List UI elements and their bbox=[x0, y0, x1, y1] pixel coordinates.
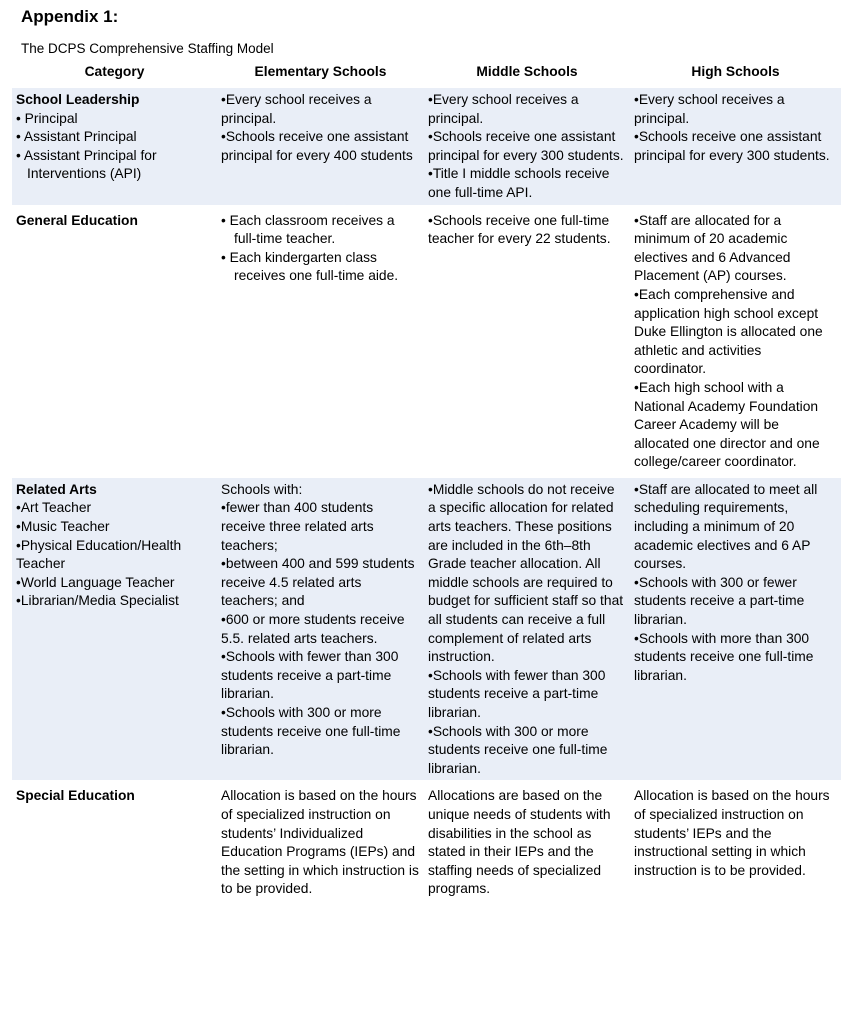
appendix-title: Appendix 1: bbox=[21, 7, 119, 26]
allocation-item: • Each kindergarten class receives one full-time aide. bbox=[221, 249, 399, 284]
allocation-item: •Schools with 300 or more students receive one full-time librarian. bbox=[221, 705, 401, 758]
table-header-row bbox=[12, 61, 841, 84]
high-cell bbox=[630, 780, 841, 901]
elementary-cell bbox=[217, 780, 424, 901]
column-header-middle: Middle Schools bbox=[476, 64, 578, 80]
elementary-cell bbox=[217, 84, 424, 205]
allocation-item: •Schools with 300 or more students receive one full-time librarian. bbox=[428, 723, 608, 776]
category-item: • Assistant Principal for Interventions (API) bbox=[16, 147, 157, 182]
allocation-item: •Each high school with a National Academy Foundation Career Academy will be allocated one director and one college/career coordinator. bbox=[634, 379, 820, 470]
middle-cell bbox=[424, 474, 630, 781]
column-header-elementary: Elementary Schools bbox=[254, 64, 387, 80]
allocation-item: •between 400 and 599 students receive 4.5 related arts teachers; and bbox=[221, 556, 415, 609]
high-cell bbox=[630, 205, 841, 474]
allocation-item: •Staff are allocated for a minimum of 20 academic electives and 6 Advanced Placement (AP) courses. bbox=[634, 212, 791, 284]
category-name: Related Arts bbox=[16, 481, 97, 497]
category-item: •Art Teacher bbox=[16, 500, 92, 516]
table-row-school-leadership bbox=[12, 84, 841, 205]
category-item: •Physical Education/Health Teacher bbox=[16, 537, 182, 572]
high-cell bbox=[630, 84, 841, 205]
middle-cell bbox=[424, 84, 630, 205]
allocation-item: •Schools receive one assistant principal for every 300 students. bbox=[634, 129, 830, 163]
category-name: Special Education bbox=[16, 788, 135, 804]
document-subtitle: The DCPS Comprehensive Staffing Model bbox=[21, 41, 274, 56]
column-header-high: High Schools bbox=[691, 64, 780, 80]
allocation-item: •Each comprehensive and application high school except Duke Ellington is allocated one athletic and activities coordinator. bbox=[634, 286, 823, 377]
allocation-item: •Staff are allocated to meet all scheduling requirements, including a minimum of 20 academic electives and 6 AP courses. bbox=[634, 481, 818, 572]
allocation-item: •Schools with fewer than 300 students receive a part-time librarian. bbox=[428, 667, 606, 720]
category-cell bbox=[12, 205, 217, 474]
table-row-general-education bbox=[12, 205, 841, 474]
allocation-item: •Title I middle schools receive one full-time API. bbox=[428, 166, 610, 200]
allocation-item: •Schools receive one assistant principal for every 400 students bbox=[221, 129, 413, 163]
allocation-item: •Every school receives a principal. bbox=[428, 92, 579, 126]
middle-cell bbox=[424, 205, 630, 474]
allocation-text: Allocation is based on the hours of specialized instruction on students’ Individualized Education Programs (IEPs) and the setting in which instruction is to be provided. bbox=[221, 788, 419, 897]
table-row-special-education bbox=[12, 780, 841, 901]
category-item: •World Language Teacher bbox=[16, 574, 175, 590]
category-item: • Assistant Principal bbox=[16, 129, 137, 145]
category-item: •Music Teacher bbox=[16, 519, 110, 535]
category-cell bbox=[12, 84, 217, 205]
document-page bbox=[16, 6, 836, 897]
allocation-item: •Every school receives a principal. bbox=[221, 92, 372, 126]
allocation-item: •Middle schools do not receive a specific allocation for related arts teachers. These positions are included in the 6th–8th Grade teacher allocation. All middle schools are required to budget for sufficient staff so that all students can receive a full complement of related arts instruction. bbox=[428, 481, 624, 665]
allocation-item: • Each classroom receives a full-time teacher. bbox=[221, 212, 395, 247]
high-cell bbox=[630, 474, 841, 781]
category-item: •Librarian/Media Specialist bbox=[16, 593, 179, 609]
allocation-item: •Schools receive one full-time teacher for every 22 students. bbox=[428, 212, 611, 247]
category-cell bbox=[12, 474, 217, 781]
category-item: • Principal bbox=[16, 110, 78, 126]
allocation-item: •Schools with more than 300 students receive one full-time librarian. bbox=[634, 630, 814, 683]
elementary-cell bbox=[217, 474, 424, 781]
allocation-text: Allocations are based on the unique needs of students with disabilities in the school as stated in their IEPs and the staffing needs of specialized programs. bbox=[428, 788, 611, 897]
allocation-item: •600 or more students receive 5.5. related arts teachers. bbox=[221, 612, 405, 646]
table-row-related-arts bbox=[12, 474, 841, 781]
category-cell bbox=[12, 780, 217, 901]
allocation-text: Allocation is based on the hours of specialized instruction on students’ IEPs and the instructional setting in which instruction is to be provided. bbox=[634, 788, 830, 878]
category-name: General Education bbox=[16, 212, 138, 228]
allocation-item: •Schools with 300 or fewer students receive a part-time librarian. bbox=[634, 574, 805, 628]
allocation-item: •fewer than 400 students receive three related arts teachers; bbox=[221, 500, 374, 553]
allocation-item: Schools with: bbox=[221, 481, 303, 497]
allocation-item: •Schools with fewer than 300 students receive a part-time librarian. bbox=[221, 649, 399, 702]
middle-cell bbox=[424, 780, 630, 901]
column-header-category: Category bbox=[84, 64, 145, 80]
staffing-model-table bbox=[12, 61, 841, 901]
allocation-item: •Every school receives a principal. bbox=[634, 92, 785, 126]
category-name: School Leadership bbox=[16, 92, 140, 107]
allocation-item: •Schools receive one assistant principal for every 300 students. bbox=[428, 129, 624, 163]
elementary-cell bbox=[217, 205, 424, 474]
